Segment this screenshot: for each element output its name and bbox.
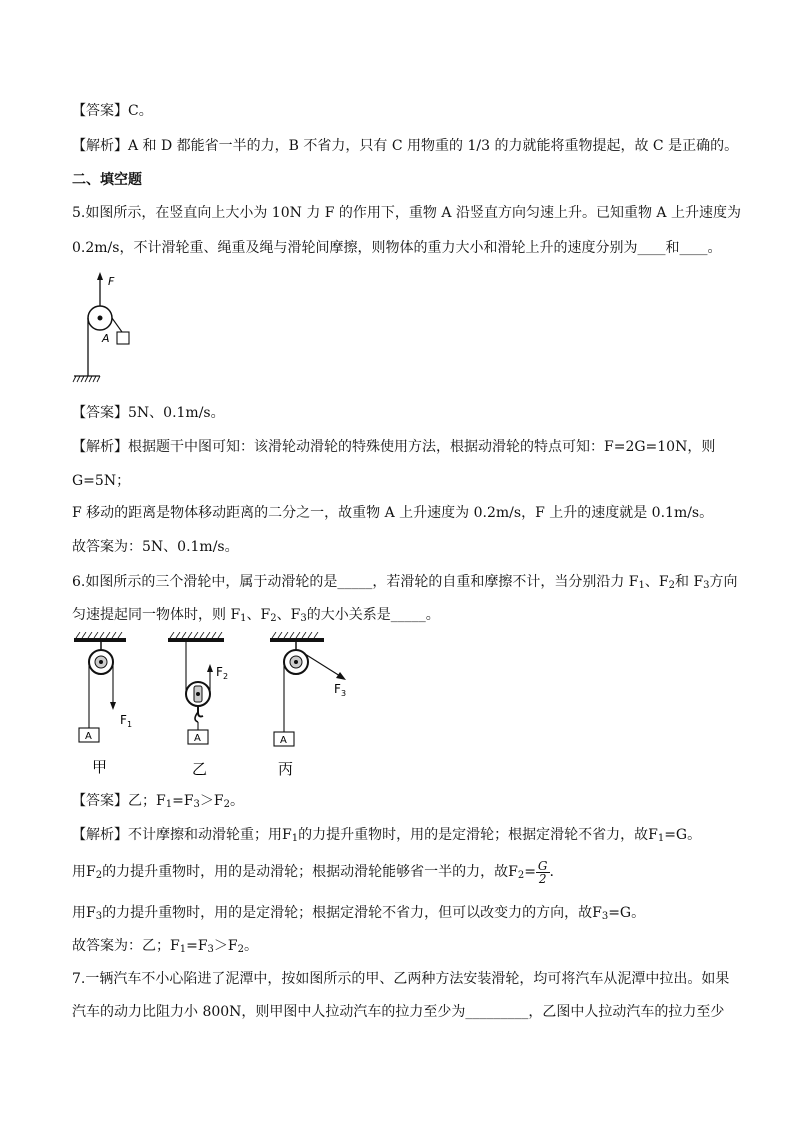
figure-5-block-label: A bbox=[102, 332, 110, 345]
figure-5-pulley bbox=[70, 268, 140, 386]
explanation-5-line-2: G=5N； bbox=[72, 473, 131, 489]
question-5-line-1: 5.如图所示，在竖直向上大小为 10N 力 F 的作用下，重物 A 沿竖直方向匀速上升。已知重物 A 上升速度为 bbox=[72, 205, 741, 221]
explanation-6-line-3: 用$F_3$的力提升重物时，用的是定滑轮；根据定滑轮不省力，但可以改变力的方向，故$F_3=G$。 bbox=[72, 905, 646, 922]
explanation-5-line-4: 故答案为：5N、0.1m/s。 bbox=[72, 539, 239, 555]
svg-text:A: A bbox=[194, 733, 201, 744]
figure-5-force-label: F bbox=[108, 275, 115, 288]
answer-4: 【答案】C。 bbox=[72, 103, 153, 119]
explanation-6-line-2: 用$F_2$的力提升重物时，用的是动滑轮；根据动滑轮能够省一半的力，故$F_2=$ $\frac{G}{2}$ . bbox=[72, 858, 554, 886]
answer-5: 【答案】5N、0.1m/s。 bbox=[72, 405, 225, 421]
figure-6-bing-caption: 丙 bbox=[278, 760, 294, 778]
explanation-4: 【解析】A 和 D 都能省一半的力，B 不省力，只有 C 用物重的 1/3 的力就能将重物提起，故 C 是正确的。 bbox=[72, 138, 739, 154]
svg-text:2: 2 bbox=[223, 672, 229, 681]
figure-6-bing bbox=[270, 632, 346, 778]
question-6-line-1: 6.如图所示的三个滑轮中，属于动滑轮的是_____，若滑轮的自重和摩擦不计，当分别沿力 $F_1$、$F_2$和 $F_3$方向 bbox=[72, 574, 738, 591]
explanation-5-line-3: F 移动的距离是物体移动距离的二分之一，故重物 A 上升速度为 0.2m/s，F 上升的速度就是 0.1m/s。 bbox=[72, 505, 714, 521]
question-5-line-2: 0.2m/s，不计滑轮重、绳重及绳与滑轮间摩擦，则物体的重力大小和滑轮上升的速度分别为____和____。 bbox=[72, 240, 722, 256]
question-7-line-2: 汽车的动力比阻力小 800N，则甲图中人拉动汽车的拉力至少为_________，乙图中人拉动汽车的拉力至少 bbox=[72, 1004, 725, 1020]
figure-6-bing-force: F bbox=[334, 682, 341, 696]
figure-6-jia-caption: 甲 bbox=[92, 758, 108, 776]
fraction-g-over-2: $\frac{G}{2}$ bbox=[537, 858, 548, 886]
question-7-line-1: 7.一辆汽车不小心陷进了泥潭中，按如图所示的甲、乙两种方法安装滑轮，均可将汽车从泥潭中拉出。如果 bbox=[72, 971, 730, 987]
svg-text:A: A bbox=[280, 735, 287, 746]
explanation-5-line-1: 【解析】根据题干中图可知：该滑轮动滑轮的特殊使用方法，根据动滑轮的特点可知：F=2G=10N，则 bbox=[72, 439, 716, 455]
explanation-6-line-1: 【解析】不计摩擦和动滑轮重；用$F_1$的力提升重物时，用的是定滑轮；根据定滑轮不省力，故$F_1=G$。 bbox=[72, 827, 702, 844]
svg-text:A: A bbox=[85, 731, 92, 742]
figure-6-yi-caption: 乙 bbox=[192, 760, 208, 778]
figure-6-jia bbox=[74, 632, 132, 776]
svg-text:1: 1 bbox=[127, 720, 133, 729]
svg-text:3: 3 bbox=[341, 689, 347, 698]
section-heading: 二、填空题 bbox=[72, 172, 142, 188]
question-6-line-2: 匀速提起同一物体时，则 $F_1$、$F_2$、$F_3$的大小关系是_____。 bbox=[72, 607, 440, 624]
figure-6-pulleys bbox=[68, 632, 368, 780]
figure-6-yi-force: F bbox=[216, 665, 223, 679]
figure-6-jia-force: F bbox=[120, 713, 127, 727]
explanation-6-line-4: 故答案为：乙；$F_1=F_3>F_2$。 bbox=[72, 938, 259, 955]
figure-6-yi bbox=[168, 632, 228, 778]
answer-6: 【答案】乙；$F_1=F_3>F_2$。 bbox=[72, 793, 245, 810]
